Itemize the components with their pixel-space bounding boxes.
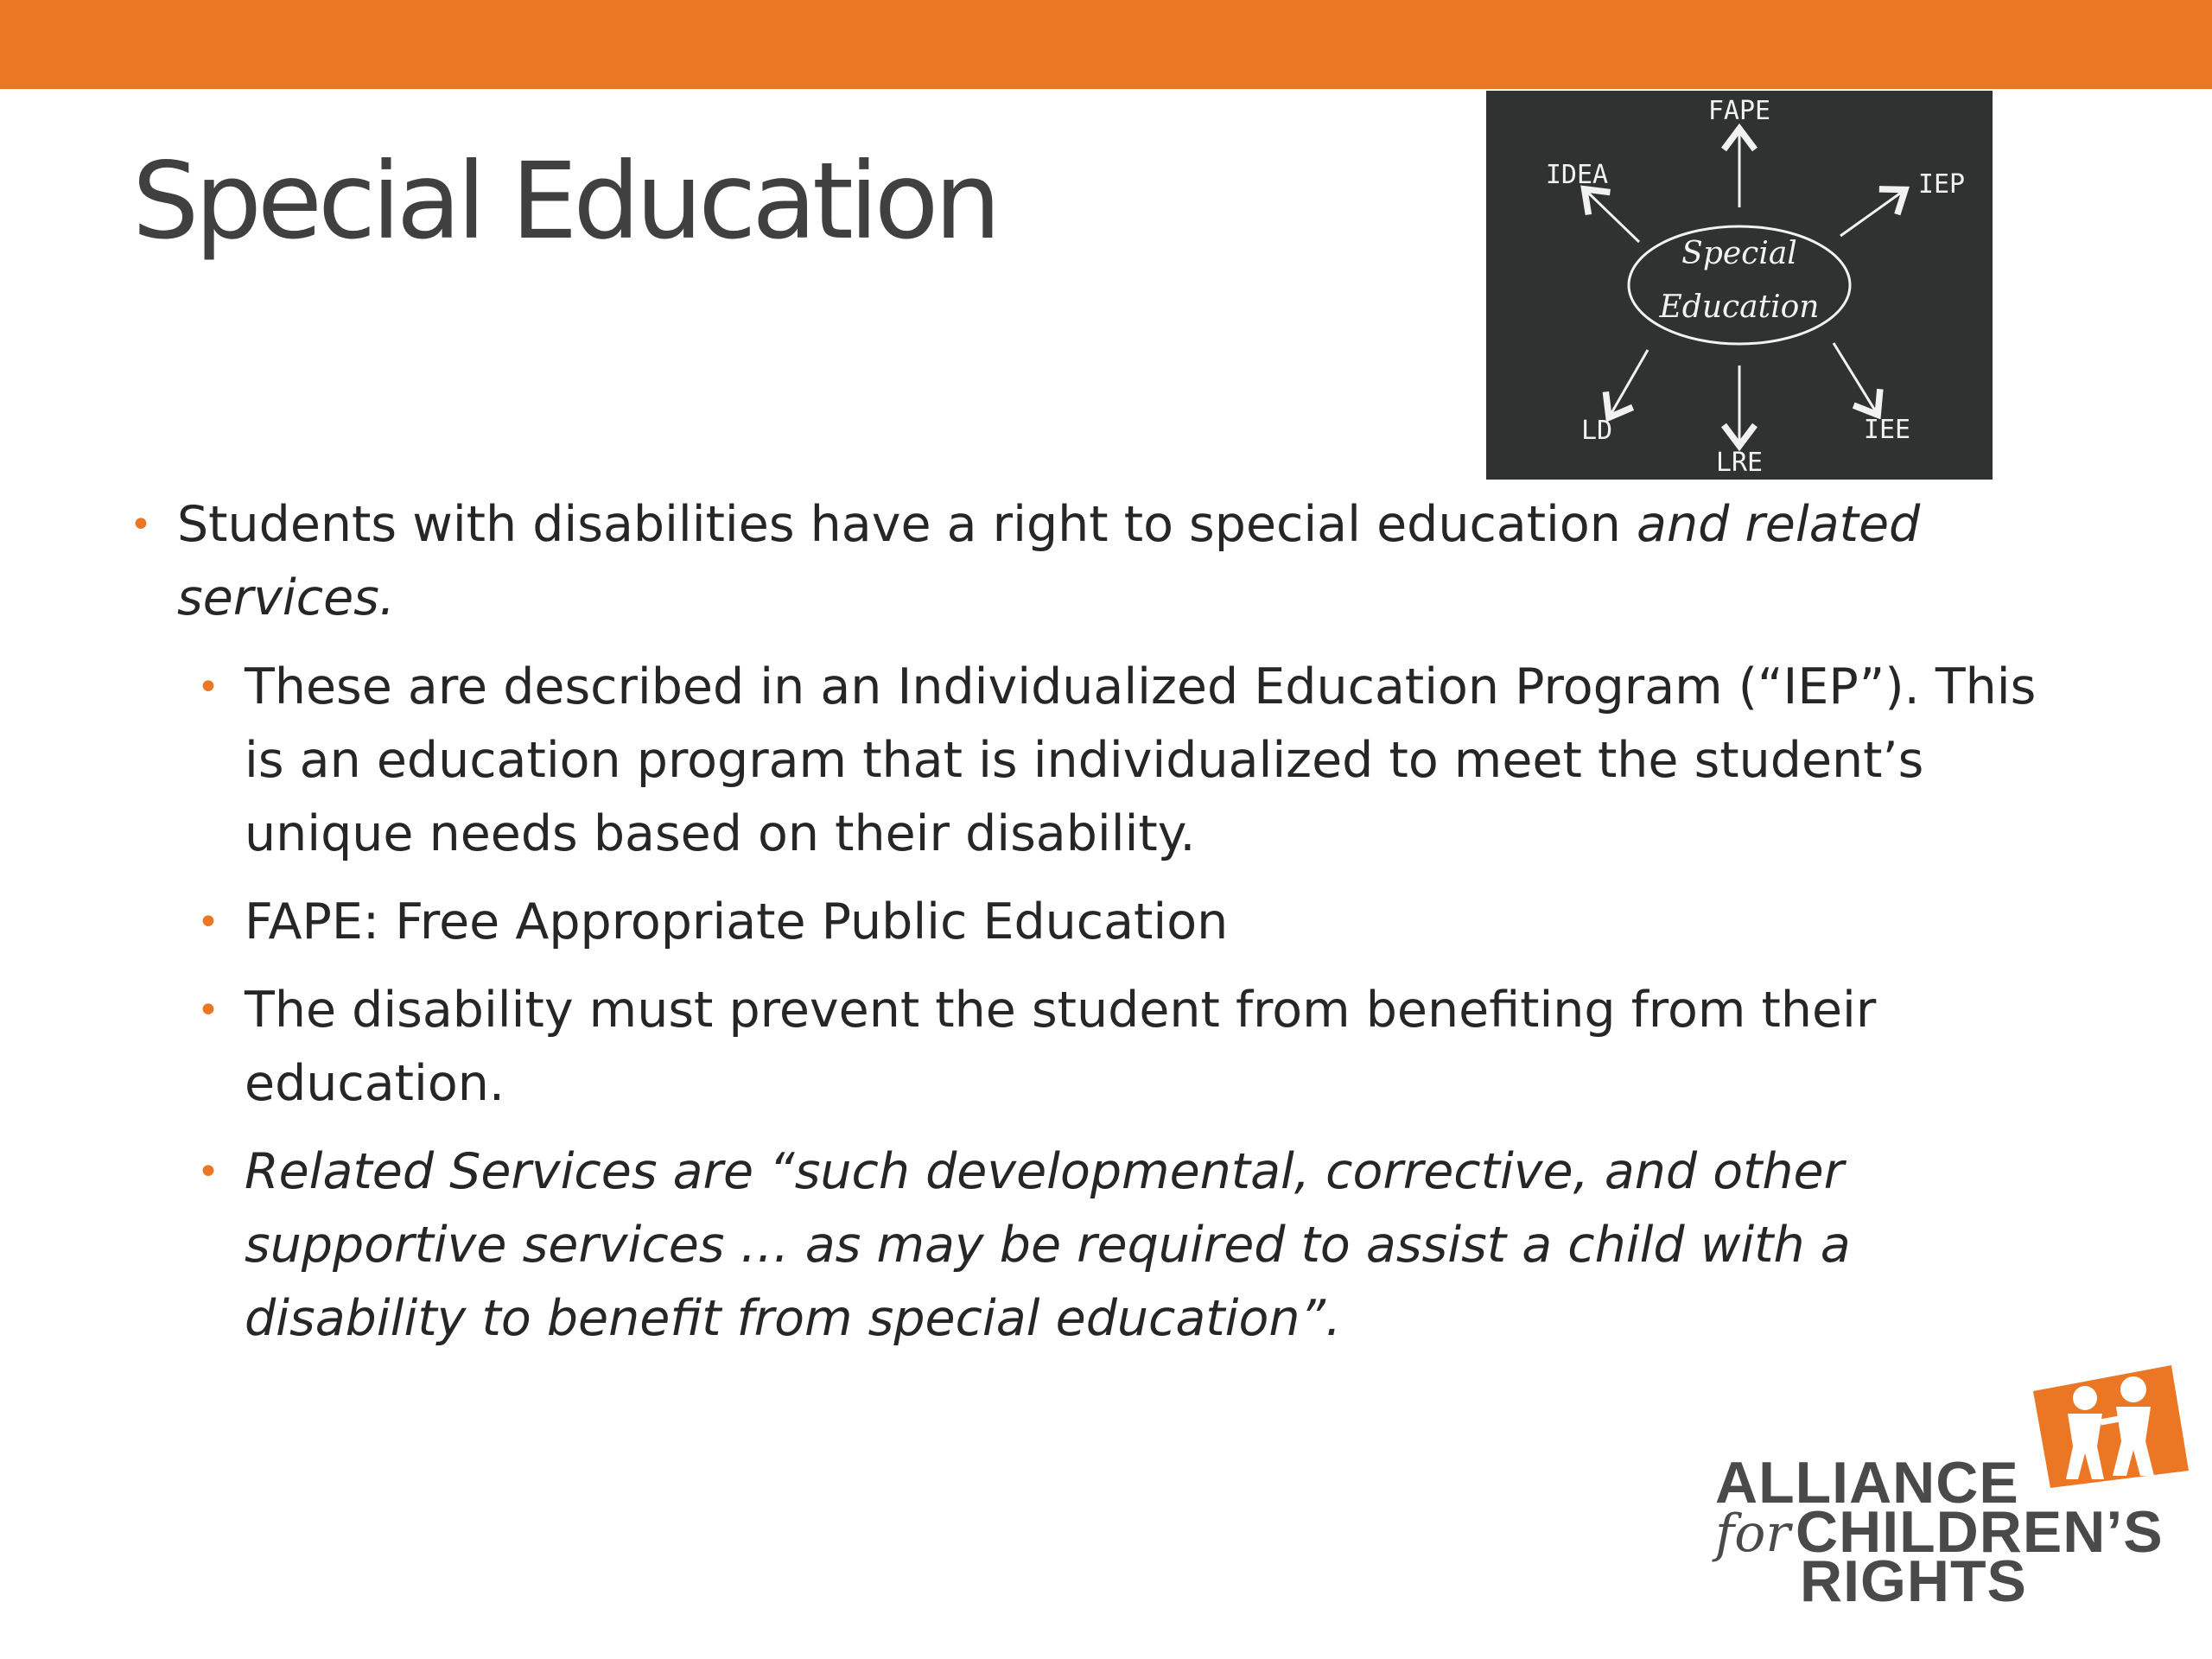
- logo-line-3: RIGHTS: [1800, 1548, 2027, 1614]
- bullet-3: [197, 886, 2082, 959]
- label-ld: LD: [1580, 416, 1613, 446]
- logo-line-2: CHILDREN’S: [1796, 1499, 2164, 1565]
- bullet-1: [130, 488, 2082, 635]
- bullet-dot: •: [197, 900, 219, 944]
- arrow-top-right: [1840, 193, 1901, 236]
- children-figures-icon: [2024, 1358, 2197, 1514]
- bullet-3-text: FAPE: Free Appropriate Public Education: [245, 893, 1229, 950]
- bullet-4: [197, 974, 2082, 1121]
- arrow-top-left: [1588, 193, 1639, 242]
- bullet-4-text: The disability must prevent the student from benefiting from their education.: [245, 982, 1877, 1112]
- logo-line-1: ALLIANCE: [1715, 1450, 2019, 1516]
- bullet-1-text: Students with disabilities have a right to special education: [177, 496, 1637, 553]
- label-fape: FAPE: [1707, 96, 1771, 126]
- label-iee: IEE: [1863, 415, 1911, 445]
- label-lre: LRE: [1715, 448, 1764, 478]
- bullet-dot: •: [197, 665, 219, 709]
- center-label-2: Education: [1659, 289, 1820, 325]
- label-iep: IEP: [1917, 169, 1966, 200]
- arrow-bottom-right: [1834, 343, 1875, 410]
- diagram-svg: [1486, 91, 1993, 480]
- header-accent-bar: [0, 0, 2212, 89]
- slide-body: [130, 488, 2082, 1370]
- special-education-diagram: [1486, 91, 1993, 480]
- bullet-dot: •: [130, 503, 152, 547]
- slide-title: Special Education: [132, 140, 997, 263]
- alliance-logo: [1707, 1358, 2173, 1614]
- bullet-1-italic: and related services.: [177, 496, 1921, 626]
- center-label-1: Special: [1681, 236, 1797, 271]
- logo-for: for: [1715, 1503, 1791, 1564]
- label-idea: IDEA: [1545, 160, 1609, 190]
- bullet-5: [197, 1135, 2082, 1356]
- arrow-bottom-left: [1611, 350, 1648, 413]
- bullet-dot: •: [197, 1150, 219, 1194]
- bullet-dot: •: [197, 988, 219, 1033]
- bullet-2-text: These are described in an Individualized Education Program (“IEP”). This is an education program that is individualized to meet the student’s unique needs based on their disability.: [245, 658, 2037, 862]
- bullet-5-text: Related Services are “such developmental, corrective, and other supportive services … as may be required to assist a child with a disability to benefit from special education”.: [245, 1143, 1851, 1347]
- bullet-2: [197, 651, 2082, 871]
